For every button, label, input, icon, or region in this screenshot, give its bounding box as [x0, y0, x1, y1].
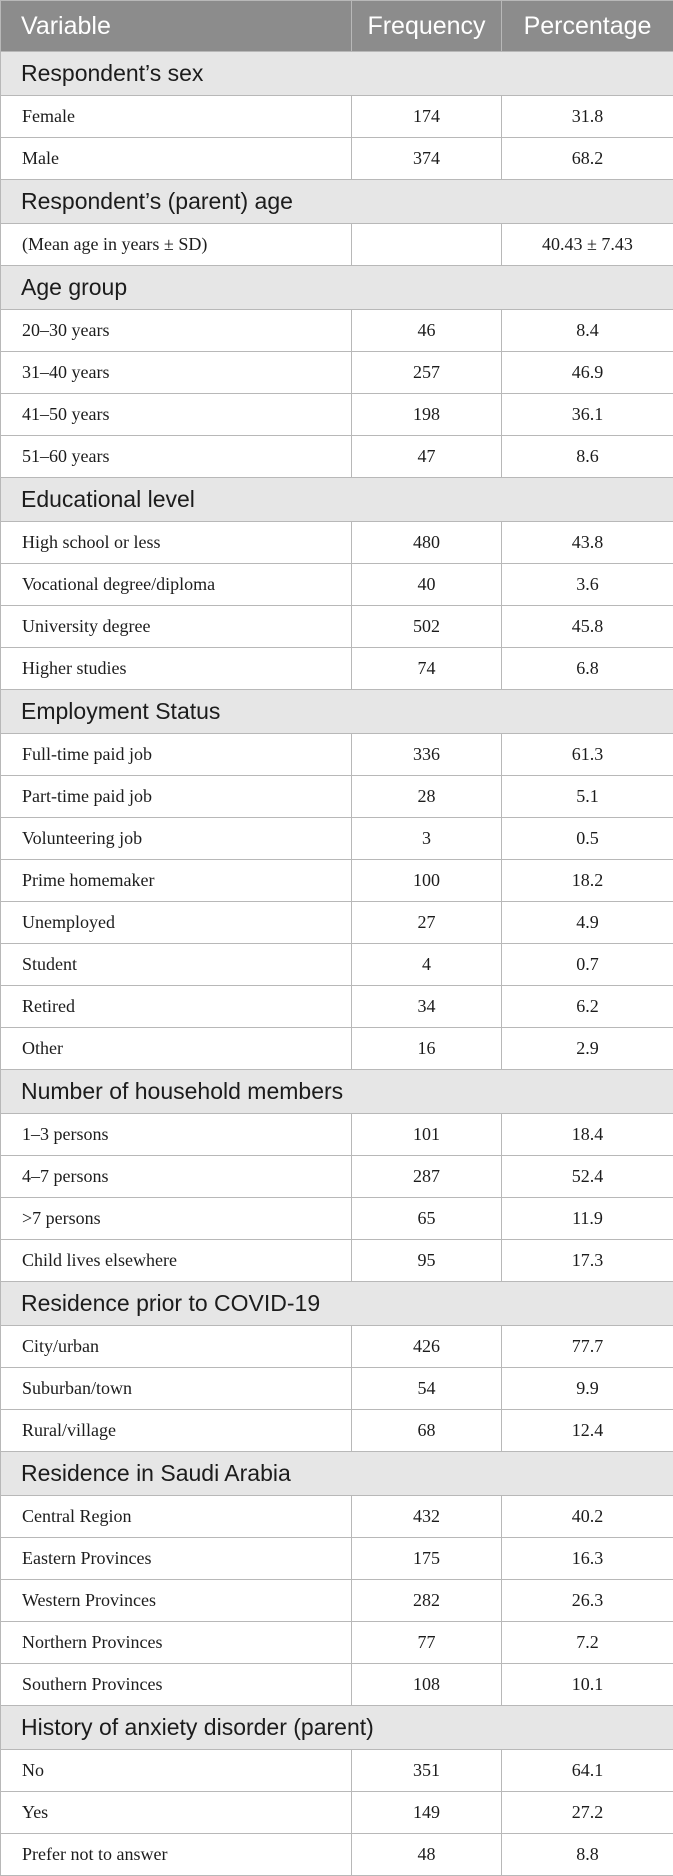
row-frequency: 374 — [352, 138, 502, 180]
row-label: (Mean age in years ± SD) — [1, 224, 352, 266]
table-row — [1, 138, 673, 180]
table-row — [1, 522, 673, 564]
row-label: Male — [1, 138, 352, 180]
table-row — [1, 1496, 673, 1538]
row-label: Part-time paid job — [1, 776, 352, 818]
section-title: Respondent’s sex — [1, 52, 673, 96]
row-label: Volunteering job — [1, 818, 352, 860]
row-label: Student — [1, 944, 352, 986]
row-percentage: 46.9 — [502, 352, 673, 394]
row-label: 51–60 years — [1, 436, 352, 478]
row-percentage: 40.2 — [502, 1496, 673, 1538]
row-frequency: 95 — [352, 1240, 502, 1282]
row-percentage: 36.1 — [502, 394, 673, 436]
row-label: Eastern Provinces — [1, 1538, 352, 1580]
section-title: Employment Status — [1, 690, 673, 734]
table-row — [1, 648, 673, 690]
row-frequency: 351 — [352, 1750, 502, 1792]
row-label: Other — [1, 1028, 352, 1070]
row-label: Rural/village — [1, 1410, 352, 1452]
table-row — [1, 1410, 673, 1452]
section-title: History of anxiety disorder (parent) — [1, 1706, 673, 1750]
row-frequency: 77 — [352, 1622, 502, 1664]
row-frequency: 34 — [352, 986, 502, 1028]
row-frequency: 257 — [352, 352, 502, 394]
table-row — [1, 436, 673, 478]
section-title: Residence prior to COVID-19 — [1, 1282, 673, 1326]
row-percentage: 61.3 — [502, 734, 673, 776]
row-percentage: 11.9 — [502, 1198, 673, 1240]
section-title: Respondent’s (parent) age — [1, 180, 673, 224]
table-row — [1, 1622, 673, 1664]
row-frequency: 65 — [352, 1198, 502, 1240]
row-percentage: 68.2 — [502, 138, 673, 180]
section-header-row — [1, 1282, 673, 1326]
section-title: Number of household members — [1, 1070, 673, 1114]
row-label: Yes — [1, 1792, 352, 1834]
row-frequency: 174 — [352, 96, 502, 138]
row-frequency: 101 — [352, 1114, 502, 1156]
section-header-row — [1, 1706, 673, 1750]
row-percentage: 77.7 — [502, 1326, 673, 1368]
table-row — [1, 1156, 673, 1198]
row-label: Child lives elsewhere — [1, 1240, 352, 1282]
row-label: City/urban — [1, 1326, 352, 1368]
section-header-row — [1, 478, 673, 522]
table-row — [1, 986, 673, 1028]
row-frequency: 287 — [352, 1156, 502, 1198]
table-body — [1, 52, 673, 1876]
row-label: Unemployed — [1, 902, 352, 944]
row-percentage: 7.2 — [502, 1622, 673, 1664]
row-percentage: 40.43 ± 7.43 — [502, 224, 673, 266]
row-percentage: 18.2 — [502, 860, 673, 902]
row-frequency: 336 — [352, 734, 502, 776]
table-row — [1, 1240, 673, 1282]
row-label: Northern Provinces — [1, 1622, 352, 1664]
table-row — [1, 1326, 673, 1368]
row-percentage: 8.4 — [502, 310, 673, 352]
row-label: Higher studies — [1, 648, 352, 690]
section-header-row — [1, 180, 673, 224]
table-row — [1, 1792, 673, 1834]
row-frequency: 432 — [352, 1496, 502, 1538]
table-row — [1, 352, 673, 394]
table-row — [1, 734, 673, 776]
row-percentage: 6.8 — [502, 648, 673, 690]
section-header-row — [1, 266, 673, 310]
table-row — [1, 944, 673, 986]
row-percentage: 27.2 — [502, 1792, 673, 1834]
row-frequency: 47 — [352, 436, 502, 478]
table-row — [1, 606, 673, 648]
table-row — [1, 564, 673, 606]
row-frequency: 27 — [352, 902, 502, 944]
row-frequency: 40 — [352, 564, 502, 606]
table-row — [1, 776, 673, 818]
table-row — [1, 1198, 673, 1240]
table-row — [1, 1114, 673, 1156]
row-label: 1–3 persons — [1, 1114, 352, 1156]
row-percentage: 26.3 — [502, 1580, 673, 1622]
row-percentage: 43.8 — [502, 522, 673, 564]
row-percentage: 17.3 — [502, 1240, 673, 1282]
row-percentage: 52.4 — [502, 1156, 673, 1198]
row-percentage: 10.1 — [502, 1664, 673, 1706]
row-frequency — [352, 224, 502, 266]
row-label: Prefer not to answer — [1, 1834, 352, 1876]
row-frequency: 68 — [352, 1410, 502, 1452]
table-row — [1, 1538, 673, 1580]
row-percentage: 0.5 — [502, 818, 673, 860]
table-row — [1, 224, 673, 266]
row-percentage: 8.6 — [502, 436, 673, 478]
row-percentage: 8.8 — [502, 1834, 673, 1876]
section-title: Educational level — [1, 478, 673, 522]
row-frequency: 480 — [352, 522, 502, 564]
row-percentage: 3.6 — [502, 564, 673, 606]
row-percentage: 4.9 — [502, 902, 673, 944]
row-frequency: 16 — [352, 1028, 502, 1070]
row-percentage: 12.4 — [502, 1410, 673, 1452]
header-frequency: Frequency — [352, 1, 502, 52]
row-label: Western Provinces — [1, 1580, 352, 1622]
row-percentage: 31.8 — [502, 96, 673, 138]
row-frequency: 100 — [352, 860, 502, 902]
row-percentage: 64.1 — [502, 1750, 673, 1792]
section-title: Age group — [1, 266, 673, 310]
header-percentage: Percentage — [502, 1, 673, 52]
row-frequency: 46 — [352, 310, 502, 352]
table-row — [1, 818, 673, 860]
row-label: 31–40 years — [1, 352, 352, 394]
table-row — [1, 1834, 673, 1876]
row-label: No — [1, 1750, 352, 1792]
row-frequency: 108 — [352, 1664, 502, 1706]
table-row — [1, 1028, 673, 1070]
table-row — [1, 394, 673, 436]
header-variable: Variable — [1, 1, 352, 52]
row-percentage: 0.7 — [502, 944, 673, 986]
table-row — [1, 902, 673, 944]
row-label: 4–7 persons — [1, 1156, 352, 1198]
row-frequency: 3 — [352, 818, 502, 860]
row-percentage: 2.9 — [502, 1028, 673, 1070]
row-frequency: 28 — [352, 776, 502, 818]
row-frequency: 198 — [352, 394, 502, 436]
row-percentage: 5.1 — [502, 776, 673, 818]
table-header-row — [1, 1, 673, 52]
row-label: >7 persons — [1, 1198, 352, 1240]
row-label: Prime homemaker — [1, 860, 352, 902]
table-row — [1, 1750, 673, 1792]
row-label: 20–30 years — [1, 310, 352, 352]
row-percentage: 6.2 — [502, 986, 673, 1028]
row-frequency: 426 — [352, 1326, 502, 1368]
row-label: High school or less — [1, 522, 352, 564]
row-label: Full-time paid job — [1, 734, 352, 776]
row-frequency: 74 — [352, 648, 502, 690]
section-header-row — [1, 1070, 673, 1114]
row-frequency: 502 — [352, 606, 502, 648]
section-header-row — [1, 1452, 673, 1496]
row-label: Southern Provinces — [1, 1664, 352, 1706]
row-percentage: 16.3 — [502, 1538, 673, 1580]
row-frequency: 54 — [352, 1368, 502, 1410]
row-label: Suburban/town — [1, 1368, 352, 1410]
table-row — [1, 1664, 673, 1706]
section-header-row — [1, 52, 673, 96]
row-label: Retired — [1, 986, 352, 1028]
table-row — [1, 96, 673, 138]
table-row — [1, 860, 673, 902]
row-frequency: 48 — [352, 1834, 502, 1876]
section-header-row — [1, 690, 673, 734]
row-percentage: 18.4 — [502, 1114, 673, 1156]
table-row — [1, 1368, 673, 1410]
row-percentage: 9.9 — [502, 1368, 673, 1410]
row-percentage: 45.8 — [502, 606, 673, 648]
row-label: Central Region — [1, 1496, 352, 1538]
row-frequency: 282 — [352, 1580, 502, 1622]
table-row — [1, 1580, 673, 1622]
row-label: Vocational degree/diploma — [1, 564, 352, 606]
row-frequency: 4 — [352, 944, 502, 986]
row-frequency: 175 — [352, 1538, 502, 1580]
row-label: 41–50 years — [1, 394, 352, 436]
row-label: University degree — [1, 606, 352, 648]
section-title: Residence in Saudi Arabia — [1, 1452, 673, 1496]
row-frequency: 149 — [352, 1792, 502, 1834]
table-row — [1, 310, 673, 352]
row-label: Female — [1, 96, 352, 138]
